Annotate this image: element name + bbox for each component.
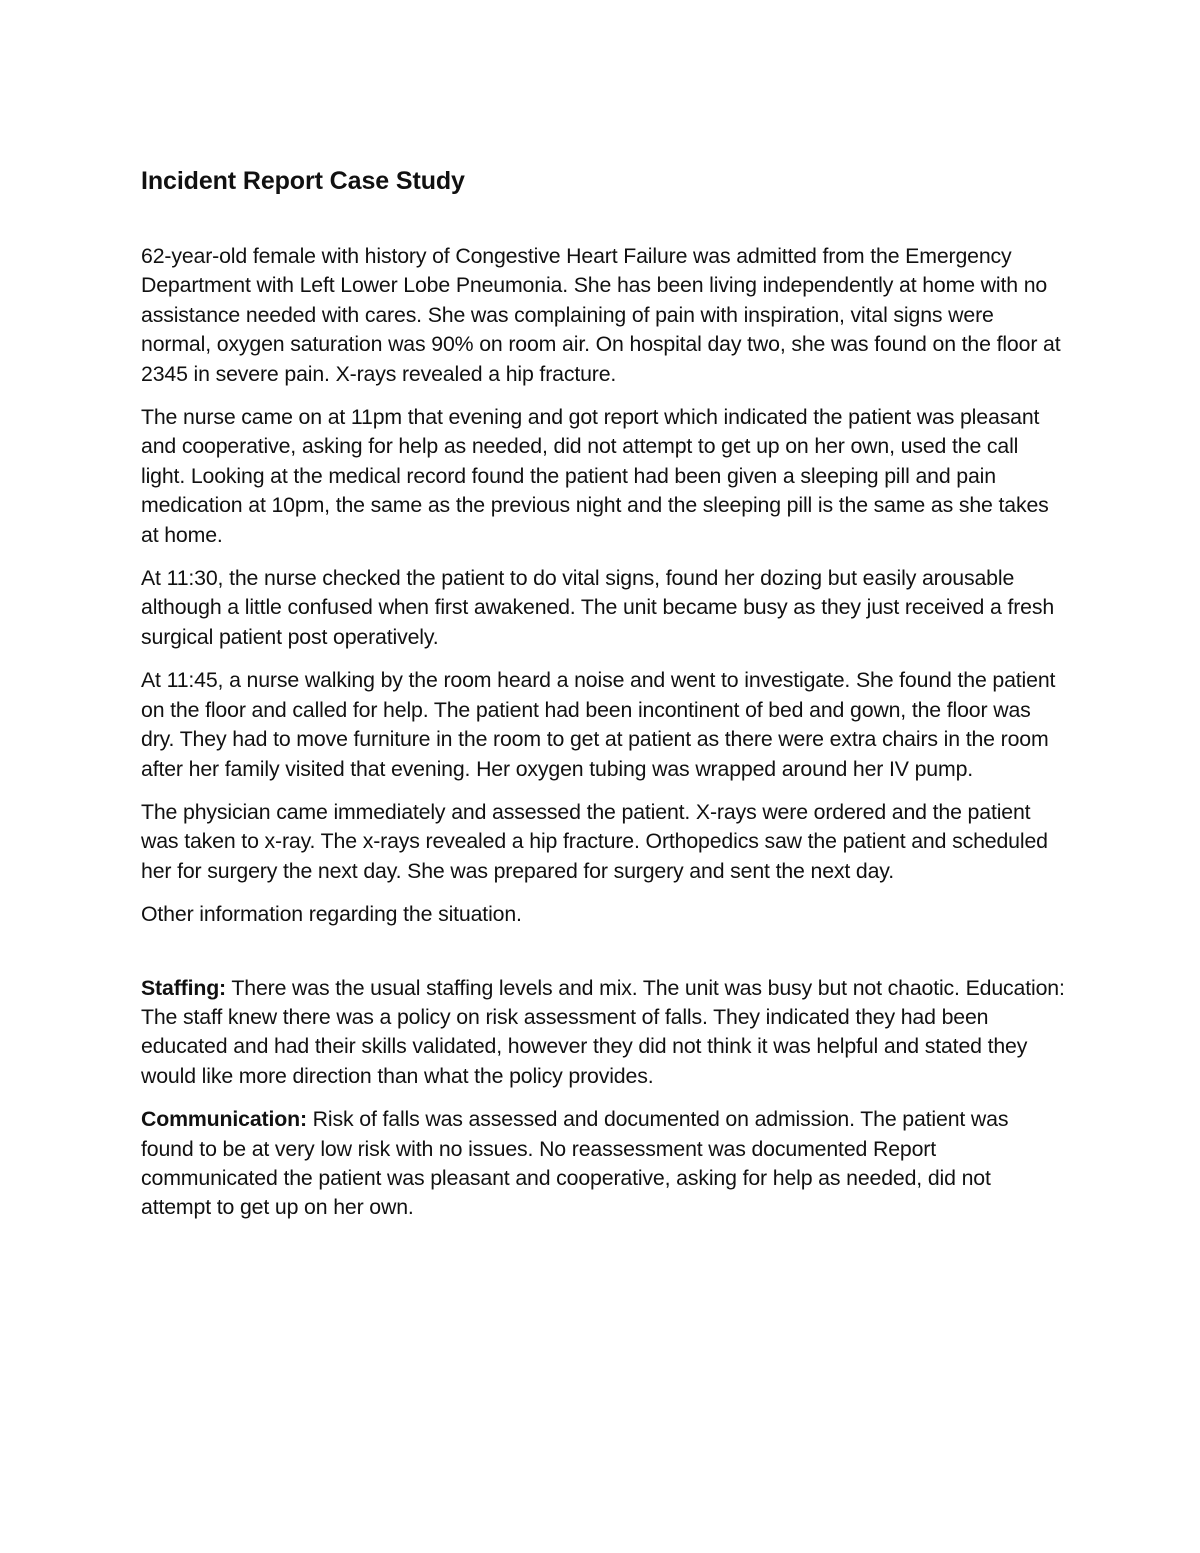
communication-label: Communication: bbox=[141, 1107, 307, 1132]
paragraph-physician-response: The physician came immediately and assessed the patient. X-rays were ordered and the patient was taken to x-ray. The x-rays revealed a hip fracture. Orthopedics saw the patient and scheduled her for surgery the next day. She was prepared for surgery and sent the next day. bbox=[141, 799, 1048, 883]
paragraph-communication bbox=[141, 1105, 1066, 1223]
paragraph-staffing bbox=[141, 974, 1066, 1092]
paragraph-vital-check: At 11:30, the nurse checked the patient to do vital signs, found her dozing but easily arousable although a little confused when first awakened. The unit became busy as they just received a fresh surgical patient post operatively. bbox=[141, 566, 1055, 649]
paragraph-nurse-report: The nurse came on at 11pm that evening and got report which indicated the patient was pleasant and cooperative, asking for help as needed, did not attempt to get up on her own, used the call light. Looking at the medical record found the patient had been given a sleeping pill and pain medication at 10pm, the same as the previous night and the sleeping pill is the same as she takes at home. bbox=[141, 405, 1049, 547]
paragraph-admission: 62-year-old female with history of Congestive Heart Failure was admitted from the Emergency Department with Left Lower Lobe Pneumonia. She has been living independently at home with no assistance needed with cares. She was complaining of pain with inspiration, vital signs were normal, oxygen saturation was 90% on room air. On hospital day two, she was found on the floor at 2345 in severe pain. X-rays revealed a hip fracture. bbox=[141, 244, 1061, 386]
section-spacer bbox=[141, 944, 1066, 974]
staffing-label: Staffing: bbox=[141, 975, 227, 1000]
communication-text: Risk of falls was assessed and documented on admission. The patient was found to be at very low risk with no issues. No reassessment was documented Report communicated the patient was pleasant and cooperative, asking for help as needed, did not attempt to get up on her own. bbox=[141, 1107, 1009, 1220]
paragraph-other-info: Other information regarding the situation. bbox=[141, 902, 522, 927]
staffing-text: There was the usual staffing levels and mix. The unit was busy but not chaotic. Education: The staff knew there was a policy on risk assessment of falls. They indicated they had been educated and had their skills validated, however they did not think it was helpful and stated they would like more direction than what the policy provides. bbox=[141, 975, 1065, 1088]
paragraph-fall-discovery: At 11:45, a nurse walking by the room heard a noise and went to investigate. She found the patient on the floor and called for help. The patient had been incontinent of bed and gown, the floor was dry. They had to move furniture in the room to get at patient as there were extra chairs in the room after her family visited that evening. Her oxygen tubing was wrapped around her IV pump. bbox=[141, 668, 1056, 781]
document-title: Incident Report Case Study bbox=[141, 167, 465, 195]
document-page bbox=[141, 164, 1066, 1237]
